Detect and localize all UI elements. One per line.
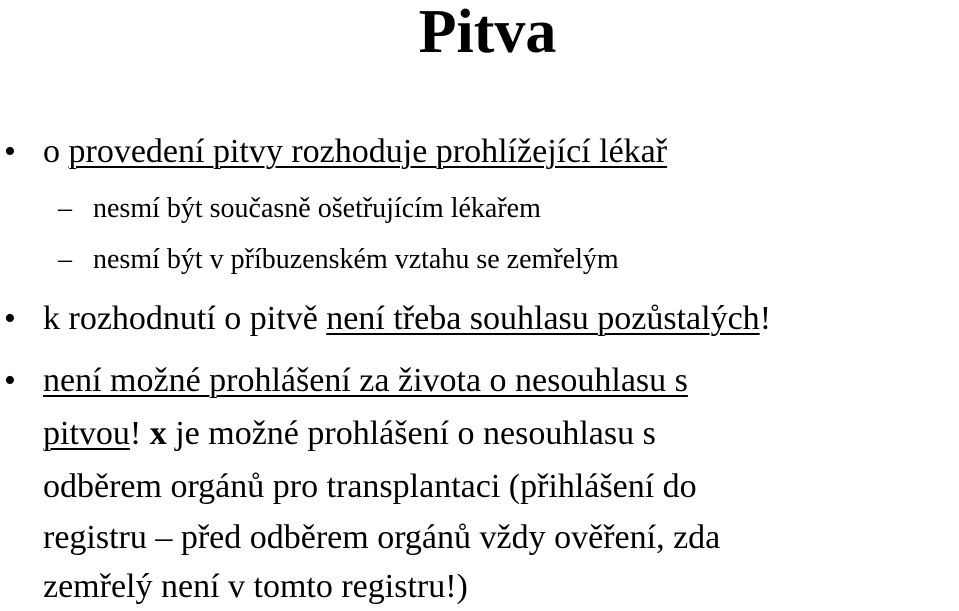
bullet-item-1-underlined: provedení pitvy rozhoduje prohlížející lékař [68,133,668,170]
bullet-item-3-line-1 [43,361,688,401]
bullet-item-1 [43,132,667,172]
bullet-item-3-line-5: zemřelý není v tomto registru!) [43,568,468,605]
bullet-icon: • [4,133,16,170]
bullet-item-3-line-3: odběrem orgánů pro transplantaci (přihlášení do [43,468,697,505]
bullet-item-3-line-2-exclaim: ! [129,415,150,452]
bullet-icon: • [4,300,16,337]
bullet-item-3-line-4: registru – před odběrem orgánů vždy ověření, zda [43,519,721,556]
bullet-item-2-underlined: není třeba souhlasu pozůstalých [326,300,760,337]
bullet-icon: • [4,362,16,399]
bullet-item-2-lead: k rozhodnutí o pitvě [43,300,327,337]
bullet-item-2 [43,299,771,339]
bullet-item-3-line-2 [43,414,656,454]
dash-icon: – [58,193,72,224]
bullet-item-2-after: ! [759,300,772,337]
bullet-item-3-line-2-underlined: pitvou [43,415,130,452]
sub-item-2: nesmí být v příbuzenském vztahu se zemřelým [93,244,619,275]
sub-item-1: nesmí být současně ošetřujícím lékařem [93,193,541,224]
bullet-item-3-line-1-text: není možné prohlášení za života o nesouhlasu s [43,362,688,399]
dash-icon: – [58,244,72,275]
bullet-item-1-lead: o [43,133,69,170]
slide-title: Pitva [418,0,557,66]
bullet-item-3-line-2-bold: x [149,415,167,452]
bullet-item-3-line-2-rest: je možné prohlášení o nesouhlasu s [166,415,656,452]
